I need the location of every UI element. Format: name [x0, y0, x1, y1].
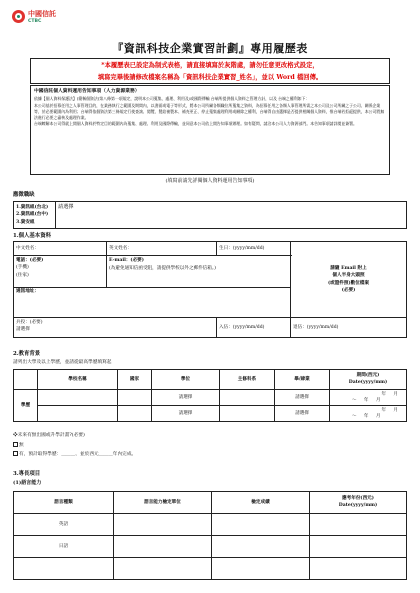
birthday-field[interactable]: 生日：(yyyy/mm/dd)	[217, 242, 291, 256]
home-phone-label: (住家)	[16, 272, 29, 278]
period-input[interactable]	[330, 406, 407, 422]
apply-table	[13, 201, 407, 229]
test-year-input[interactable]	[310, 536, 407, 558]
notice-heading: 中國信託個人資料運用告知事項（人力資源業務）	[34, 88, 140, 94]
header-test-year	[310, 492, 407, 514]
ctbc-logo-mark-icon	[12, 10, 25, 23]
photo-line: (或證件照)數位檔案	[327, 280, 370, 286]
ctbc-logo	[12, 8, 72, 28]
email-label: E-mail：(必要)	[109, 258, 144, 263]
year-label: 年	[381, 407, 387, 413]
score-input[interactable]	[212, 558, 310, 580]
school-input[interactable]	[38, 406, 118, 422]
warning-line-1: *本履歷表已設定為制式表格，請直接填寫於灰階處，請勿任意更改格式設定，	[101, 62, 319, 69]
education-row-label: 學歷	[14, 390, 38, 422]
notice-sign-line: (填寫前請先詳閱個人資料運用告知事項)	[165, 178, 255, 184]
notice-paragraph-2: 本公司基於招募任用之人事管理目的，在業務執行之範圍及期間內，以書面或電子等形式，將本公司所屬各類職位所蒐集之資料，為招募任用之各類人事管理所需之本公司及公司所屬之子公司、關係企業等，於必要範圍內為利用；台端得依個資法第三條規定行使查詢、閱覽、製給複製本、補充更正、停止蒐集處理利用或刪除之權利，台端得自由選擇是否提供相關個人資料，惟台端若拒絕提供，本公司將無法進行必要之審核及處理作業。	[34, 102, 385, 120]
period-dash: ～	[352, 397, 357, 403]
period-dash: ～	[352, 413, 357, 419]
education-table	[13, 369, 407, 422]
year-label: 年	[381, 391, 387, 397]
score-input[interactable]	[212, 536, 310, 558]
service-label: 兵役：(必要)	[16, 320, 43, 325]
warning-line-2: 填寫完畢後請修改檔案名稱為「資訊科技企業實習_姓名」，並以 Word 檔回傳。	[97, 74, 323, 81]
phone-label: 電話：(必要)	[16, 258, 44, 263]
notice-paragraph-1: 依據【個人資料保護法】(簡稱個資法)第八條第一項規定，說明本公司蒐集、處理、利用及/或國際傳輸 台端所提供個人資料之管理方針，以及 台端之權利如下：	[34, 95, 310, 101]
cn-name-field[interactable]: 中文姓名：	[14, 242, 107, 256]
mobile-label: (手機)	[16, 265, 29, 271]
photo-line: 個人半身大頭照	[332, 273, 365, 279]
graduation-select[interactable]: 請選擇	[275, 406, 330, 422]
language-subtitle: (1)語言能力	[13, 480, 42, 486]
abroad-no-label: 無	[19, 443, 24, 448]
certifier-input[interactable]	[114, 558, 212, 580]
page-title: 『資訊科技企業實習計劃』專用履歷表	[112, 42, 308, 55]
score-input[interactable]	[212, 514, 310, 536]
education-corner	[14, 370, 38, 390]
service-select[interactable]: 請選擇	[16, 327, 30, 333]
email-field[interactable]	[107, 256, 291, 288]
language-table	[13, 491, 407, 580]
apply-option: 1.資訊組(台北)	[16, 204, 49, 210]
skills-section-title: 3.專長項目	[13, 471, 41, 477]
apply-position-select[interactable]: 請選擇	[56, 202, 407, 229]
education-note: 請列出大學及以上學歷，並請從最高學歷填寫起	[13, 360, 112, 365]
header-degree: 學位	[152, 370, 220, 390]
header-language: 語言種類	[14, 492, 114, 514]
enlist-date-field[interactable]: 入伍：(yyyy/mm/dd)	[217, 318, 291, 338]
logo-cn-text: 中國信託	[28, 10, 56, 18]
abroad-option-yes[interactable]	[13, 451, 136, 458]
test-year-input[interactable]	[310, 558, 407, 580]
header-school: 學校名稱	[38, 370, 118, 390]
education-section-title: 2.教育背景	[13, 351, 41, 357]
major-input[interactable]	[220, 390, 275, 406]
abroad-yes-label: 有，預計取得學歷：＿＿＿、並於西元＿＿＿年內完成。	[19, 452, 137, 457]
degree-select[interactable]: 請選擇	[152, 406, 220, 422]
phone-field[interactable]	[14, 256, 107, 288]
apply-section-title: 應徵職缺	[13, 192, 35, 198]
graduation-select[interactable]: 請選擇	[275, 390, 330, 406]
header-graduation: 畢/肄業	[275, 370, 330, 390]
email-note: (為避免通知信函受阻，請提供學校以外之郵件信箱。)	[109, 266, 216, 272]
country-input[interactable]	[118, 406, 152, 422]
major-input[interactable]	[220, 406, 275, 422]
year-label: 年	[363, 397, 369, 403]
photo-line: 請隨 Email 附上	[330, 265, 367, 271]
month-label: 月	[393, 391, 398, 397]
header-period	[330, 370, 407, 390]
country-input[interactable]	[118, 390, 152, 406]
abroad-option-no[interactable]	[13, 442, 24, 449]
month-label: 月	[393, 407, 398, 413]
certifier-input[interactable]	[114, 536, 212, 558]
language-row-label[interactable]	[14, 558, 114, 580]
period-input[interactable]	[330, 390, 407, 406]
logo-en-text: CTBC	[28, 19, 42, 24]
notice-paragraph-3: 台端瞭解本公司得就上開個人資料於特定目的範圍內為蒐集、處理、利用及國際傳輸，並同意本公司依上開告知事項辦理。如有疑問，請洽本公司人力資源部門。本告知事項請詳閱並簽署。	[34, 121, 357, 127]
basic-info-table	[13, 241, 407, 338]
format-warning	[30, 58, 390, 84]
month-label: 月	[375, 413, 381, 419]
header-country: 國家	[118, 370, 152, 390]
month-label: 月	[375, 397, 381, 403]
header-period-label: 期間(西元)	[356, 373, 380, 379]
header-period-format: Date(yyyy/mm)	[348, 379, 388, 385]
discharge-date-field[interactable]: 退伍：(yyyy/mm/dd)	[291, 318, 407, 338]
apply-options	[14, 202, 56, 229]
year-label: 年	[363, 413, 369, 419]
test-year-input[interactable]	[310, 514, 407, 536]
degree-select[interactable]: 請選擇	[152, 390, 220, 406]
en-name-field[interactable]: 英文姓名：	[107, 242, 217, 256]
checkbox-icon[interactable]	[13, 451, 18, 456]
privacy-notice	[30, 85, 390, 175]
photo-line: (必要)	[341, 287, 356, 293]
header-test-year-format: Date(yyyy/mm)	[338, 502, 378, 508]
address-field[interactable]: 通訊地址：	[14, 288, 291, 318]
certifier-input[interactable]	[114, 514, 212, 536]
header-certifier: 語言能力檢定單位	[114, 492, 212, 514]
apply-option: 3.資安組	[16, 219, 35, 225]
language-row-label: 英語	[14, 514, 114, 536]
abroad-question: ❖未來有無出國或升學計畫?(必要)	[13, 433, 85, 438]
checkbox-icon[interactable]	[13, 442, 18, 447]
language-row-label: 日語	[14, 536, 114, 558]
photo-instruction	[291, 242, 407, 318]
header-major: 主修科系	[220, 370, 275, 390]
basic-section-title: 1.個人基本資料	[13, 233, 51, 239]
header-test-year-label: 應考年份(西元)	[342, 496, 374, 502]
military-service-field[interactable]	[14, 318, 217, 338]
apply-option: 2.資訊組(台中)	[16, 212, 49, 218]
header-score: 檢定成績	[212, 492, 310, 514]
school-input[interactable]	[38, 390, 118, 406]
